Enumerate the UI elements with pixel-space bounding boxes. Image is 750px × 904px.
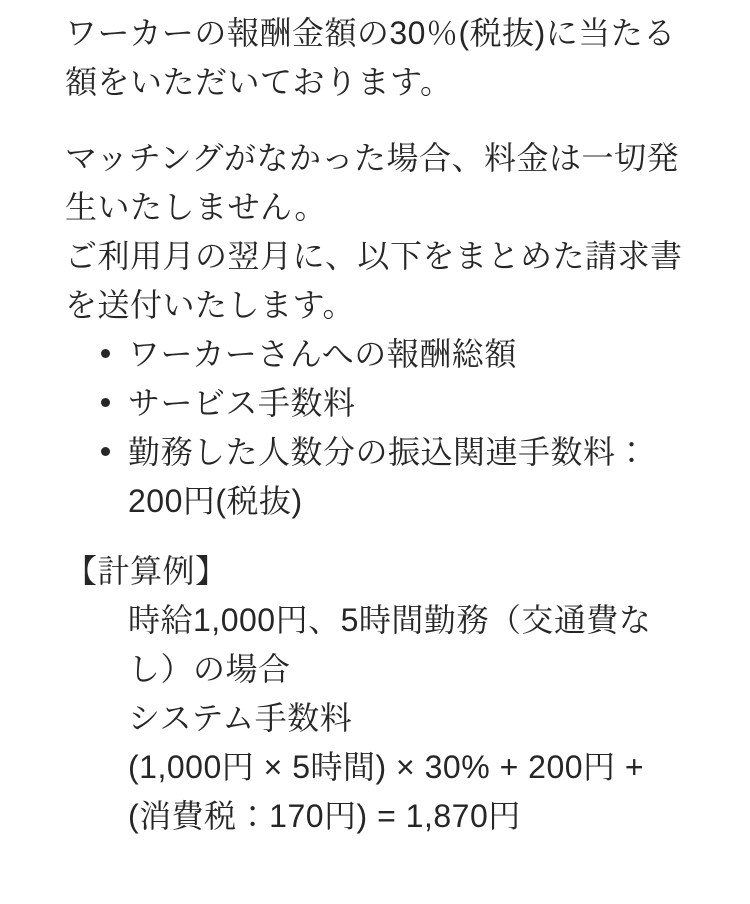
text-line: 額をいただいております。 <box>65 64 453 100</box>
text-line: 勤務した人数分の振込関連手数料： <box>128 434 649 470</box>
text-line: システム手数料 <box>128 700 353 736</box>
text-line: し）の場合 <box>128 651 291 687</box>
text-line: 200円(税抜) <box>128 483 303 519</box>
text-line: サービス手数料 <box>128 385 356 421</box>
fee-rate-paragraph <box>65 9 698 107</box>
list-item-service-fee <box>65 379 698 428</box>
text-line: 生いたしません。 <box>65 189 327 225</box>
example-body <box>128 596 698 841</box>
list-item-text <box>128 379 698 428</box>
text-line: ワーカーの報酬金額の30％(税抜)に当たる <box>65 15 676 51</box>
text-line: ご利用月の翌月に、以下をまとめた請求書 <box>65 238 683 274</box>
text-line: ワーカーさんへの報酬総額 <box>128 336 517 372</box>
invoice-items-list <box>65 330 698 526</box>
text-line: (消費税：170円) = 1,870円 <box>128 798 521 834</box>
list-item-transfer-fee <box>65 428 698 526</box>
text-line: マッチングがなかった場合、料金は一切発 <box>65 140 679 176</box>
text-line: (1,000円 × 5時間) × 30% + 200円 + <box>128 749 645 785</box>
bullet-icon <box>101 398 110 407</box>
billing-paragraph <box>65 134 698 330</box>
bullet-icon <box>101 349 110 358</box>
list-item-text <box>128 428 698 526</box>
text-line: 時給1,000円、5時間勤務（交通費な <box>128 602 652 638</box>
bullet-icon <box>101 447 110 456</box>
list-item-text <box>128 330 698 379</box>
calculation-example-section <box>65 547 698 841</box>
list-item-reward-total <box>65 330 698 379</box>
text-line: を送付いたします。 <box>65 287 355 323</box>
example-heading: 【計算例】 <box>65 553 228 589</box>
